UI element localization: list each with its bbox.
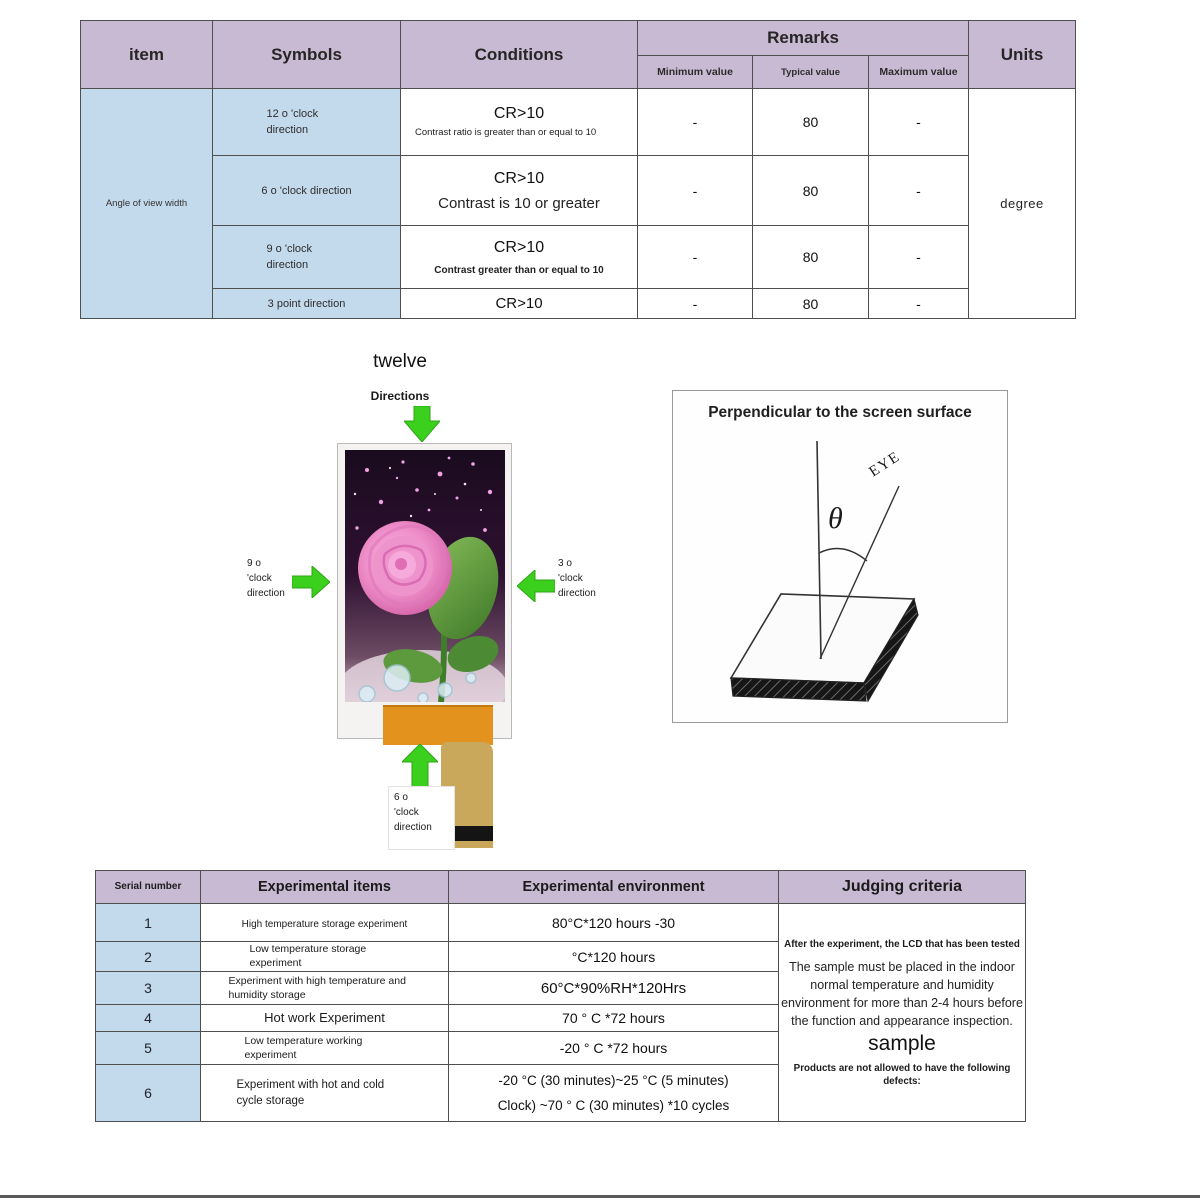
- nine-oclock-label: [247, 556, 285, 601]
- experiment-header-items: Experimental items: [201, 871, 449, 904]
- spec-header-item: item: [81, 21, 213, 89]
- experiment-environment: 80°C*120 hours -30: [449, 904, 779, 942]
- experiment-item: Experiment with hot and cold cycle storage: [236, 1079, 385, 1107]
- min-value: -: [638, 89, 753, 156]
- experiment-item: Low temperature storage experiment: [249, 943, 367, 969]
- three-oclock-label: [558, 556, 596, 601]
- experiment-table: [95, 870, 1026, 1122]
- lcd-module: [337, 443, 512, 739]
- typical-value: 80: [753, 289, 869, 319]
- spec-header-units: Units: [969, 21, 1076, 89]
- experiment-environment: 60°C*90%RH*120Hrs: [449, 972, 779, 1005]
- nine-oclock-line: 'clock: [247, 573, 272, 584]
- experiment-environment: °C*120 hours: [449, 942, 779, 972]
- directions-label: Directions: [370, 389, 430, 403]
- max-value: -: [869, 89, 969, 156]
- condition-note: Contrast is 10 or greater: [438, 194, 600, 212]
- serial-number: 1: [96, 904, 201, 942]
- spec-header-symbols: Symbols: [213, 21, 401, 89]
- experiment-header-judging: Judging criteria: [779, 871, 1026, 904]
- environment-line-2: Clock) ~70 ° C (30 minutes) *10 cycles: [497, 1098, 730, 1113]
- max-value: -: [869, 156, 969, 226]
- typical-value: 80: [753, 89, 869, 156]
- min-value: -: [638, 289, 753, 319]
- experiment-item: High temperature storage experiment: [241, 918, 408, 930]
- max-value: -: [869, 226, 969, 289]
- spec-row-3point: [81, 289, 1076, 319]
- theta-symbol: θ: [828, 502, 843, 535]
- spec-row-9oclock: [81, 226, 1076, 289]
- six-oclock-line: 6 o: [394, 792, 408, 803]
- condition-main: CR>10: [495, 295, 543, 312]
- eye-angle-drawing: [673, 391, 1007, 722]
- max-value: -: [869, 289, 969, 319]
- six-oclock-label: [388, 786, 455, 850]
- judging-sample-word: sample: [868, 1032, 936, 1055]
- six-oclock-line: 'clock: [394, 807, 419, 818]
- spec-header-typical: Typical value: [753, 56, 869, 89]
- angle-arc: [819, 549, 867, 562]
- experiment-header-serial: Serial number: [96, 871, 201, 904]
- arrow-right-icon: [292, 566, 330, 598]
- spec-row-6oclock: [81, 156, 1076, 226]
- flex-connector-black: [450, 826, 493, 841]
- serial-number: 4: [96, 1005, 201, 1032]
- condition-main: CR>10: [493, 169, 545, 187]
- lcd-photo-rose: [345, 450, 505, 702]
- experiment-environment: [449, 1065, 779, 1122]
- spec-row-12oclock: [81, 89, 1076, 156]
- arrow-down-icon: [404, 406, 440, 442]
- six-oclock-line: direction: [394, 822, 432, 833]
- three-oclock-line: direction: [558, 588, 596, 599]
- typical-value: 80: [753, 156, 869, 226]
- page-bottom-edge: [0, 1195, 1200, 1198]
- eye-diagram-title: Perpendicular to the screen surface: [708, 404, 972, 421]
- condition-note: Contrast ratio is greater than or equal to 10: [415, 127, 597, 138]
- judging-criteria-cell: [779, 904, 1026, 1122]
- spec-header-row: [81, 21, 1076, 56]
- spec-table: [80, 20, 1076, 319]
- nine-oclock-line: 9 o: [247, 558, 261, 569]
- three-oclock-line: 3 o: [558, 558, 572, 569]
- serial-number: 3: [96, 972, 201, 1005]
- units-value: degree: [969, 89, 1076, 319]
- twelve-direction-label: twelve: [373, 351, 427, 372]
- environment-line-1: -20 °C (30 minutes)~25 °C (5 minutes): [498, 1073, 729, 1088]
- condition-note: Contrast greater than or equal to 10: [434, 264, 604, 276]
- typical-value: 80: [753, 226, 869, 289]
- experiment-item: Low temperature working experiment: [244, 1034, 363, 1061]
- spec-header-maximum: Maximum value: [869, 56, 969, 89]
- spec-item-label: Angle of view width: [81, 89, 213, 319]
- nine-oclock-line: direction: [247, 588, 285, 599]
- judging-body: The sample must be placed in the indoor normal temperature and humidity environment for more than 2-4 hours before the function and appearance inspection.: [781, 960, 1023, 1028]
- experiment-header-environment: Experimental environment: [449, 871, 779, 904]
- three-oclock-line: 'clock: [558, 573, 583, 584]
- flex-cable-orange: [383, 705, 493, 745]
- judging-intro: After the experiment, the LCD that has been tested: [784, 939, 1020, 950]
- symbol-label: 12 o 'clock direction: [266, 108, 319, 136]
- serial-number: 5: [96, 1032, 201, 1065]
- experiment-item: Experiment with high temperature and humidity storage: [228, 974, 406, 1001]
- arrow-left-icon: [517, 570, 555, 602]
- eye-label: EYE: [866, 448, 904, 481]
- experiment-environment: -20 ° C *72 hours: [449, 1032, 779, 1065]
- spec-header-remarks: Remarks: [638, 21, 969, 56]
- spec-header-minimum: Minimum value: [638, 56, 753, 89]
- judging-note: Products are not allowed to have the following defects:: [793, 1063, 1011, 1087]
- condition-main: CR>10: [493, 238, 545, 256]
- experiment-row-1: [96, 904, 1026, 942]
- experiment-header-row: [96, 871, 1026, 904]
- symbol-label: 3 point direction: [267, 297, 346, 310]
- serial-number: 6: [96, 1065, 201, 1122]
- symbol-label: 9 o 'clock direction: [266, 243, 313, 271]
- arrow-up-icon: [402, 744, 438, 788]
- experiment-item: Hot work Experiment: [264, 1010, 385, 1025]
- condition-main: CR>10: [493, 105, 545, 122]
- spec-header-conditions: Conditions: [401, 21, 638, 89]
- min-value: -: [638, 156, 753, 226]
- symbol-label: 6 o 'clock direction: [261, 184, 352, 197]
- experiment-environment: 70 ° C *72 hours: [449, 1005, 779, 1032]
- min-value: -: [638, 226, 753, 289]
- eye-angle-diagram: [672, 390, 1008, 723]
- serial-number: 2: [96, 942, 201, 972]
